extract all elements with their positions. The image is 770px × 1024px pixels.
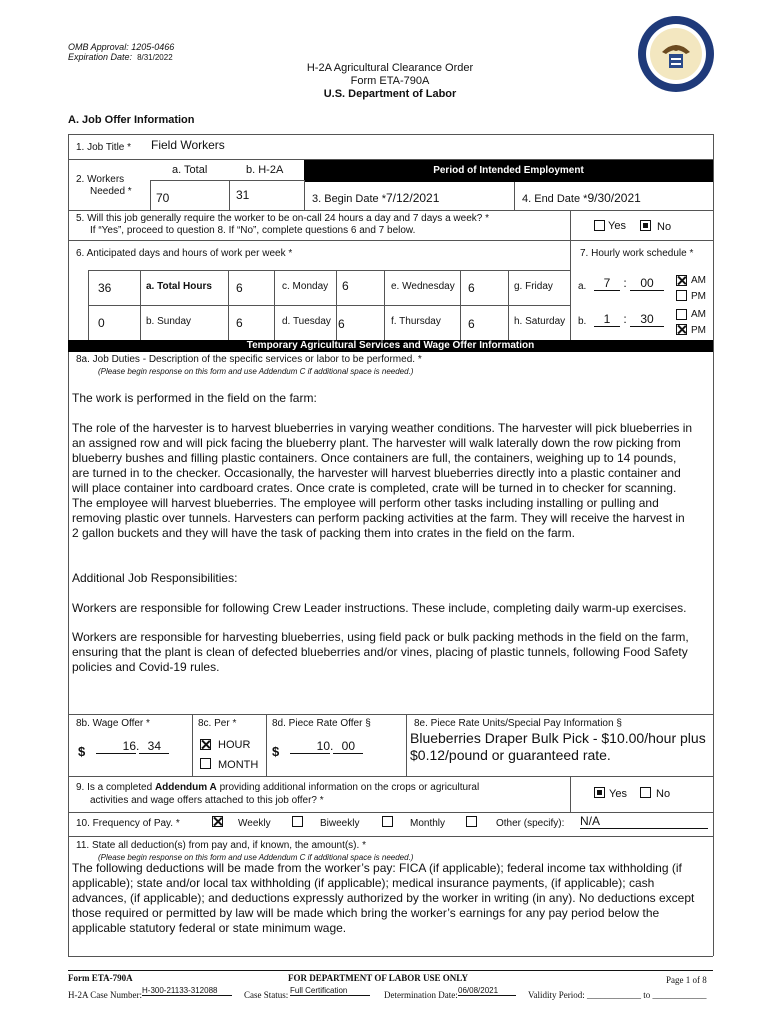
end-date-label: 4. End Date * bbox=[522, 193, 588, 205]
end-date-field[interactable] bbox=[522, 191, 641, 205]
friday-label: g. Friday bbox=[514, 281, 553, 292]
q5-yes-checkbox[interactable] bbox=[594, 220, 605, 231]
sunday-total-value[interactable]: 0 bbox=[98, 316, 105, 330]
q9-yes-checkbox[interactable] bbox=[594, 787, 605, 798]
title-line1: H-2A Agricultural Clearance Order bbox=[306, 62, 474, 74]
total-hours-label: a. Total Hours bbox=[146, 281, 212, 292]
wednesday-label: e. Wednesday bbox=[391, 281, 455, 292]
schedule-a-pm-checkbox[interactable] bbox=[676, 290, 687, 301]
q5-text bbox=[76, 213, 489, 237]
q10-label: 10. Frequency of Pay. * bbox=[76, 818, 180, 829]
schedule-b-time[interactable]: 1 : 30 bbox=[594, 312, 664, 327]
wednesday-hours-value[interactable]: 6 bbox=[342, 279, 349, 293]
workers-h2a-value[interactable]: 31 bbox=[236, 188, 250, 202]
duties-p5: Workers are responsible for harvesting blueberries, using field pack or bulk packing methods in the field on the farm, ensuring that the plant is clean of defected blueberries and/or vines, placing of plastic tunnels, following Food Safety policies and Covid-19 rules. bbox=[72, 630, 689, 674]
workers-label-line2: Needed * bbox=[90, 186, 132, 197]
workers-needed-label bbox=[76, 174, 132, 198]
footer-determination-date: 06/08/2021 bbox=[458, 986, 516, 996]
q5-no-label: No bbox=[657, 221, 672, 233]
schedule-b-am-label: AM bbox=[691, 309, 706, 320]
pay-monthly-label: Monthly bbox=[410, 818, 446, 829]
pay-weekly-checkbox[interactable] bbox=[212, 816, 223, 827]
q5-yes-label: Yes bbox=[608, 220, 626, 232]
sunday-label: b. Sunday bbox=[146, 316, 192, 327]
tuesday-hours-value[interactable]: 6 bbox=[338, 317, 345, 331]
q11-label: 11. State all deduction(s) from pay and, if known, the amount(s). * bbox=[76, 840, 366, 851]
piece-rate-amount[interactable]: 10. 00 bbox=[290, 739, 363, 754]
footer-determination-label: Determination Date: bbox=[384, 990, 458, 1000]
title-line2: Form ETA-790A bbox=[350, 75, 430, 87]
section-a-heading: A. Job Offer Information bbox=[68, 114, 195, 126]
footer-case-number-label: H-2A Case Number: bbox=[68, 990, 142, 1000]
schedule-a-pm-label: PM bbox=[691, 291, 706, 302]
wage-dollars[interactable]: 16 bbox=[96, 739, 136, 754]
per-label: 8c. Per * bbox=[198, 718, 237, 729]
pay-biweekly-label: Biweekly bbox=[320, 818, 360, 829]
schedule-b-pm-checkbox[interactable] bbox=[676, 324, 687, 335]
end-date-value[interactable]: 9/30/2021 bbox=[587, 191, 641, 205]
expiration-date: 8/31/2022 bbox=[137, 53, 173, 62]
footer-form-name: Form ETA-790A bbox=[68, 973, 133, 983]
schedule-b-hour[interactable]: 1 bbox=[594, 312, 620, 327]
footer-case-status: Full Certification bbox=[290, 986, 370, 996]
q9-no-checkbox[interactable] bbox=[640, 787, 651, 798]
friday-hours-value[interactable]: 6 bbox=[468, 281, 475, 295]
pay-other-value[interactable]: N/A bbox=[580, 814, 708, 829]
pay-other-checkbox[interactable] bbox=[466, 816, 477, 827]
omb-approval: OMB Approval: 1205-0466 bbox=[68, 42, 175, 52]
piece-rate-label: 8d. Piece Rate Offer § bbox=[272, 718, 371, 729]
begin-date-field[interactable] bbox=[312, 191, 439, 205]
footer-case-status-label: Case Status: bbox=[244, 990, 289, 1000]
q9-addendum-a: Addendum A bbox=[154, 782, 217, 793]
per-hour-label: HOUR bbox=[218, 739, 251, 751]
footer-page: Page 1 of 8 bbox=[666, 975, 707, 985]
footer-validity: Validity Period: ____________ to ____________ bbox=[528, 990, 707, 1000]
omb-block bbox=[68, 42, 174, 63]
total-hours-value[interactable]: 36 bbox=[98, 281, 112, 295]
monday-label: c. Monday bbox=[282, 281, 329, 292]
q8a-note: (Please begin response on this form and use Addendum C if additional space is needed.) bbox=[98, 367, 414, 376]
duties-p1: The work is performed in the field on the farm: bbox=[72, 391, 317, 405]
q9-yes-label: Yes bbox=[609, 788, 627, 800]
schedule-a-hour[interactable]: 7 bbox=[594, 276, 620, 291]
q11-note: (Please begin response on this form and use Addendum C if additional space is needed.) bbox=[98, 853, 414, 862]
footer-case-number: H-300-21133-312088 bbox=[142, 986, 232, 996]
q9-line2: activities and wage offers attached to this job offer? * bbox=[90, 795, 324, 806]
pay-other-label: Other (specify): bbox=[496, 818, 565, 829]
duties-p3: Additional Job Responsibilities: bbox=[72, 571, 238, 585]
wage-offer-label: 8b. Wage Offer * bbox=[76, 718, 150, 729]
schedule-a-am-label: AM bbox=[691, 275, 706, 286]
q5-no-checkbox[interactable] bbox=[640, 220, 651, 231]
pay-monthly-checkbox[interactable] bbox=[382, 816, 393, 827]
begin-date-label: 3. Begin Date * bbox=[312, 193, 386, 205]
col-a-total: a. Total bbox=[172, 164, 208, 176]
begin-date-value[interactable]: 7/12/2021 bbox=[386, 191, 440, 205]
schedule-a-time[interactable]: 7 : 00 bbox=[594, 276, 664, 291]
piece-units-value[interactable]: Blueberries Draper Bulk Pick - $10.00/hour plus $0.12/pound or guaranteed rate. bbox=[410, 730, 706, 763]
workers-total-value[interactable]: 70 bbox=[156, 191, 170, 205]
expiration-label: Expiration Date: bbox=[68, 52, 133, 62]
temp-services-header: Temporary Agricultural Services and Wage Offer Information bbox=[68, 340, 713, 352]
monday-hours-value[interactable]: 6 bbox=[236, 281, 243, 295]
thursday-hours-value[interactable]: 6 bbox=[468, 317, 475, 331]
tuesday-label: d. Tuesday bbox=[282, 316, 331, 327]
form-title bbox=[260, 62, 520, 101]
q7-label: 7. Hourly work schedule * bbox=[580, 248, 694, 259]
piece-cents[interactable]: 00 bbox=[333, 739, 363, 754]
wage-cents[interactable]: 34 bbox=[139, 739, 169, 754]
job-title-label: 1. Job Title * bbox=[76, 142, 132, 153]
footer-dept-use: FOR DEPARTMENT OF LABOR USE ONLY bbox=[288, 973, 468, 983]
q9-no-label: No bbox=[656, 788, 671, 800]
per-month-label: MONTH bbox=[218, 759, 259, 771]
job-title-value[interactable]: Field Workers bbox=[151, 138, 225, 152]
schedule-b-label: b. bbox=[578, 316, 587, 327]
schedule-a-min[interactable]: 00 bbox=[630, 276, 664, 291]
q9-line1-post: providing additional information on the crops or agricultural bbox=[216, 782, 480, 793]
wage-offer-amount[interactable]: 16. 34 bbox=[96, 739, 169, 754]
schedule-b-am-checkbox[interactable] bbox=[676, 309, 687, 320]
q5-line2: If “Yes”, proceed to question 8. If “No”, complete questions 6 and 7 below. bbox=[90, 225, 416, 236]
piece-units-label: 8e. Piece Rate Units/Special Pay Information § bbox=[414, 718, 622, 729]
q8a-label: 8a. Job Duties - Description of the specific services or labor to be performed. * bbox=[76, 354, 422, 365]
thursday-label: f. Thursday bbox=[391, 316, 441, 327]
workers-label-line1: 2. Workers bbox=[76, 174, 125, 185]
duties-p4: Workers are responsible for following Crew Leader instructions. These include, completing daily warm-up exercises. bbox=[72, 601, 687, 615]
dollar-sign-icon: $ bbox=[78, 744, 86, 759]
schedule-b-pm-label: PM bbox=[691, 325, 706, 336]
q5-line1: 5. Will this job generally require the worker to be on-call 24 hours a day and 7 days a week? * bbox=[76, 213, 490, 224]
q11-deductions-text[interactable]: The following deductions will be made from the worker’s pay: FICA (if applicable); federal income tax withholding (if applicable); state and/or local tax withholding (if applicable); medical insurance payments, (if applicable); cash advances, (if applicable); and deductions expressly authorized by the worker in writing (in any). No deductions except those required or permitted by law will be made which bring the worker’s earnings for any pay period below the applicable statutory federal or state minimum wage. bbox=[72, 861, 695, 935]
dollar-sign-icon: $ bbox=[272, 744, 280, 759]
duties-p2: The role of the harvester is to harvest blueberries in varying weather conditions. The harvester will pick blueberries in an assigned row and will pick facing the blueberry plant. The harvester will walk laterally down the row picking from blueberry bushes and filling plastic containers. Once containers are full, the containers, weighing up to 14 pounds, are turned in to the checker. Occasionally, the harvester will harvest blueberries directly into a plastic container and will place container into cardboard crates. Once crate is completed, crate will be turned in to checker for scanning. The employee will harvest blueberries. The employee will perform other tasks including installing or pulling and removing plastic over tunnels. Harvesters can perform packing activities at the farm. They will receive the harvest in 2 gallon buckets and they will have the task of packing them into crates in the field on the farm. bbox=[72, 421, 693, 540]
saturday-label: h. Saturday bbox=[514, 316, 566, 327]
col-b-h2a: b. H-2A bbox=[246, 164, 284, 176]
period-header: Period of Intended Employment bbox=[304, 160, 713, 182]
q9-line1-pre: 9. Is a completed bbox=[76, 782, 155, 793]
q6-label: 6. Anticipated days and hours of work per week * bbox=[76, 248, 293, 259]
schedule-b-min[interactable]: 30 bbox=[630, 312, 664, 327]
pay-weekly-label: Weekly bbox=[238, 818, 271, 829]
per-month-checkbox[interactable] bbox=[200, 758, 211, 769]
dol-seal-logo bbox=[636, 14, 716, 94]
pay-biweekly-checkbox[interactable] bbox=[292, 816, 303, 827]
title-line3: U.S. Department of Labor bbox=[323, 88, 457, 100]
schedule-a-label: a. bbox=[578, 281, 587, 292]
q9-text bbox=[76, 781, 479, 807]
sunday-hours-value[interactable]: 6 bbox=[236, 316, 243, 330]
piece-dollars[interactable]: 10 bbox=[290, 739, 330, 754]
per-hour-checkbox[interactable] bbox=[200, 739, 211, 750]
schedule-a-am-checkbox[interactable] bbox=[676, 275, 687, 286]
